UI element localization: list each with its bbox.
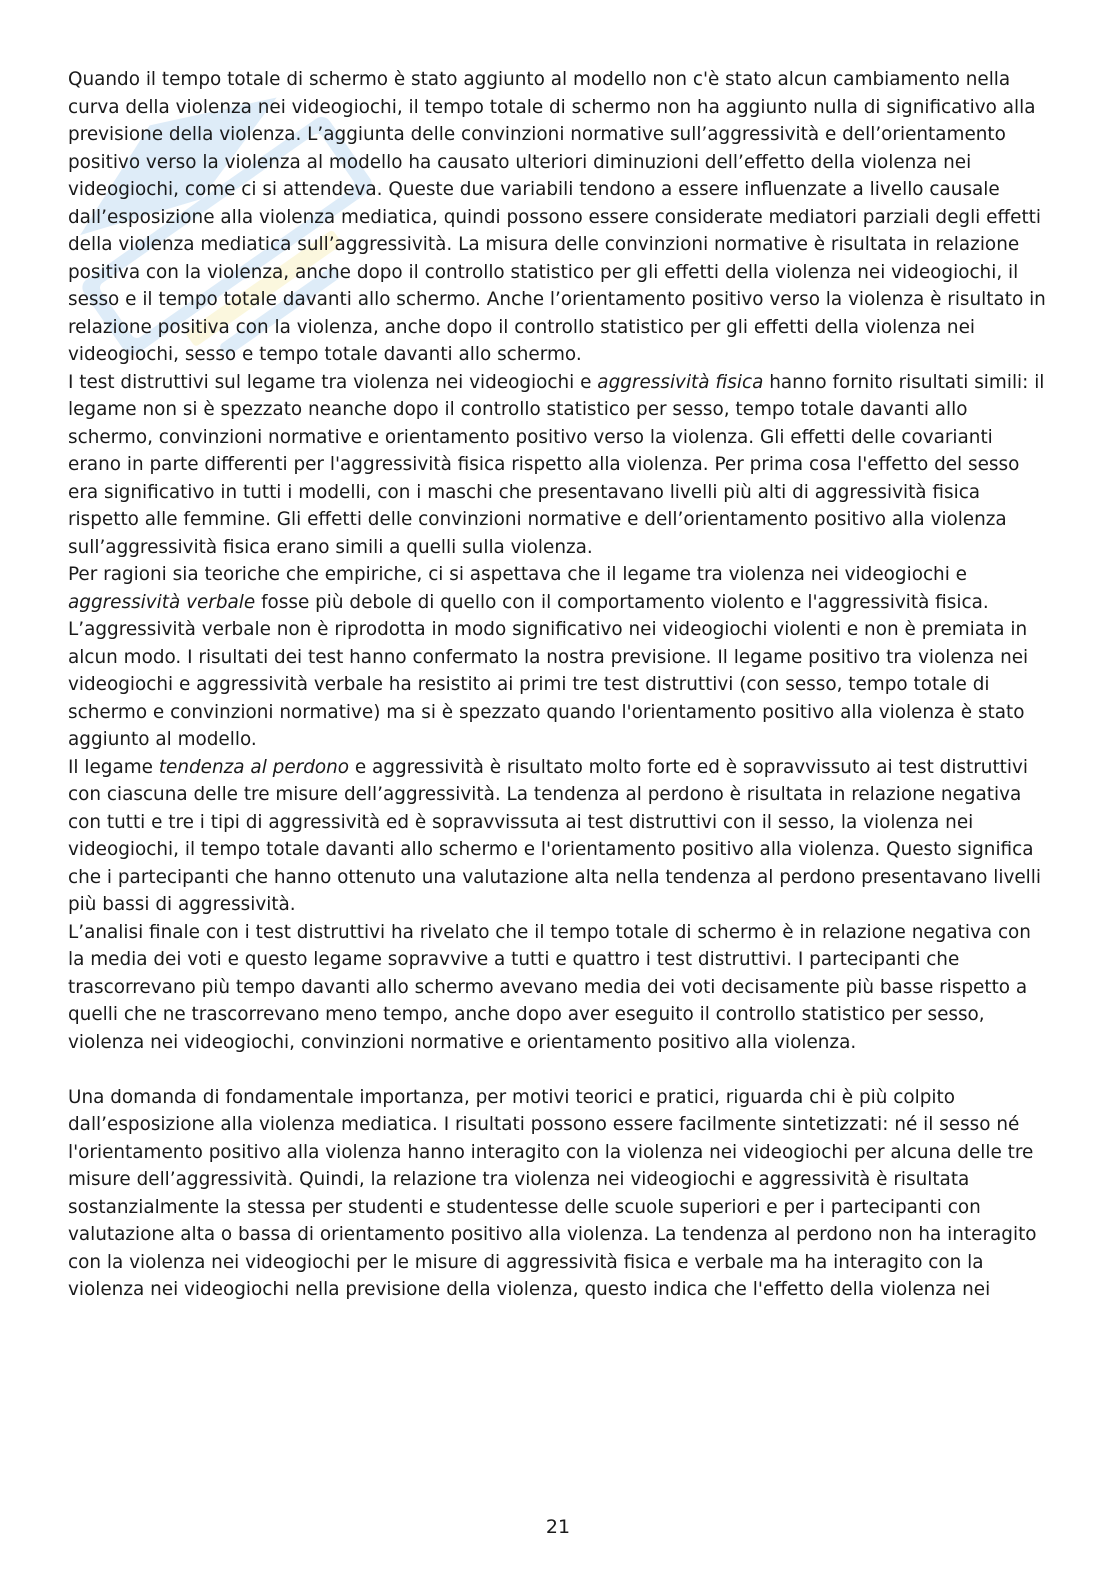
- emphasis-term: aggressività fisica: [597, 371, 764, 393]
- paragraph-forgiveness: [68, 754, 1048, 919]
- paragraph-text: Il legame: [68, 756, 159, 778]
- paragraph-text: hanno fornito risultati simili: il legame non si è spezzato neanche dopo il controllo statistico per sesso, tempo totale davanti allo schermo, convinzioni normative e orientamento positivo verso la violenza. Gli effetti delle covarianti erano in parte differenti per l'aggressività fisica rispetto alla violenza. Per prima cosa l'effetto del sesso era significativo in tutti i modelli, con i maschi che presentavano livelli più alti di aggressività fisica rispetto alle femmine. Gli effetti delle convinzioni normative e dell’orientamento positivo alla violenza sull’aggressività fisica erano simili a quelli sulla violenza.: [68, 371, 1045, 558]
- paragraph-grades: L’analisi finale con i test distruttivi ha rivelato che il tempo totale di schermo è in relazione negativa con la media dei voti e questo legame sopravvive a tutti e quattro i test distruttivi. I partecipanti che trascorrevano più tempo davanti allo schermo avevano media dei voti decisamente più basse rispetto a quelli che ne trascorrevano meno tempo, anche dopo aver eseguito il controllo statistico per sesso, violenza nei videogiochi, convinzioni normative e orientamento positivo alla violenza.: [68, 921, 1031, 1053]
- paragraph-verbal-aggression: [68, 561, 1048, 754]
- body-text: [68, 66, 1048, 1304]
- page-number: 21: [545, 1516, 571, 1538]
- paragraph-screen-time: Quando il tempo totale di schermo è stato aggiunto al modello non c'è stato alcun cambiamento nella curva della violenza nei videogiochi, il tempo totale di schermo non ha aggiunto nulla di significativo alla previsione della violenza. L’aggiunta delle convinzioni normative sull’aggressività e dell’orientamento positivo verso la violenza al modello ha causato ulteriori diminuzioni dell’effetto della violenza nei videogiochi, come ci si attendeva. Queste due variabili tendono a essere influenzate a livello causale dall’esposizione alla violenza mediatica, quindi possono essere considerate mediatori parziali degli effetti della violenza mediatica sull’aggressività. La misura delle convinzioni normative è risultata in relazione positiva con la violenza, anche dopo il controllo statistico per gli effetti della violenza nei videogiochi, il sesso e il tempo totale davanti allo schermo. Anche l’orientamento positivo verso la violenza è risultato in relazione positiva con la violenza, anche dopo il controllo statistico per gli effetti della violenza nei videogiochi, sesso e tempo totale davanti allo schermo.: [68, 69, 1046, 365]
- paragraph-who-affected: Una domanda di fondamentale importanza, per motivi teorici e pratici, riguarda chi è più colpito dall’esposizione alla violenza mediatica. I risultati possono essere facilmente sintetizzati: né il sesso né l'orientamento positivo alla violenza hanno interagito con la violenza nei videogiochi per alcuna delle tre misure dell’aggressività. Quindi, la relazione tra violenza nei videogiochi e aggressività è risultata sostanzialmente la stessa per studenti e studentesse delle scuole superiori e per i partecipanti con valutazione alta o bassa di orientamento positivo alla violenza. La tendenza al perdono non ha interagito con la violenza nei videogiochi per le misure di aggressività fisica e verbale ma ha interagito con la violenza nei videogiochi nella previsione della violenza, questo indica che l'effetto della violenza nei: [68, 1086, 1037, 1300]
- paragraph-physical-aggression: [68, 369, 1048, 562]
- emphasis-term: tendenza al perdono: [158, 756, 350, 778]
- paragraph-text: e aggressività è risultato molto forte ed è sopravvissuto ai test distruttivi con ciascuna delle tre misure dell’aggressività. La tendenza al perdono è risultata in relazione negativa con tutti e tre i tipi di aggressività ed è sopravvissuta ai test distruttivi con il sesso, la violenza nei videogiochi, il tempo totale davanti allo schermo e l'orientamento positivo alla violenza. Questo significa che i partecipanti che hanno ottenuto una valutazione alta nella tendenza al perdono presentavano livelli più bassi di aggressività.: [68, 756, 1041, 915]
- emphasis-term: aggressività verbale: [68, 591, 256, 613]
- paragraph-text: I test distruttivi sul legame tra violenza nei videogiochi e: [68, 371, 598, 393]
- paragraph-text: fosse più debole di quello con il comportamento violento e l'aggressività fisica. L’aggressività verbale non è riprodotta in modo significativo nei videogiochi violenti e non è premiata in alcun modo. I risultati dei test hanno confermato la nostra previsione. Il legame positivo tra violenza nei videogiochi e aggressività verbale ha resistito ai primi tre test distruttivi (con sesso, tempo totale di schermo e convinzioni normative) ma si è spezzato quando l'orientamento positivo alla violenza è stato aggiunto al modello.: [68, 591, 1029, 750]
- paragraph-text: Per ragioni sia teoriche che empiriche, ci si aspettava che il legame tra violenza nei videogiochi e: [68, 564, 967, 585]
